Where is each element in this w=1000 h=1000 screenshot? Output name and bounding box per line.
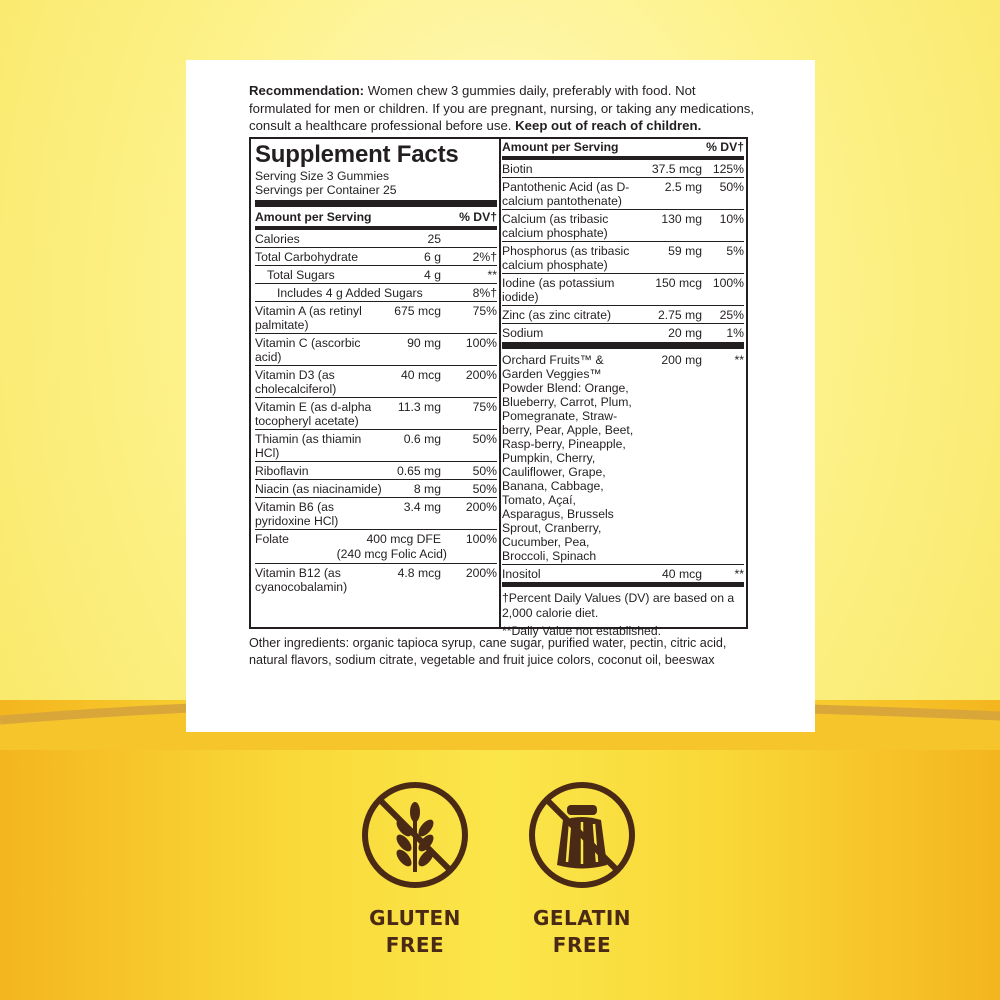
nutrient-name: Calories [255, 232, 300, 246]
blend-row [502, 351, 744, 565]
nutrient-dv: 100% [465, 532, 497, 546]
nutrient-row [255, 334, 497, 366]
nutrient-dv: 75% [472, 304, 497, 318]
nutrient-amount: 130 mg [661, 212, 702, 226]
nutrient-amount: 4.8 mcg [397, 566, 441, 580]
nutrient-amount: 20 mg [668, 326, 702, 340]
nutrient-name: Sodium [502, 326, 544, 340]
nutrient-dv: 50% [719, 180, 744, 194]
nutrient-dv: 200% [465, 500, 497, 514]
nutrient-amount: 0.6 mg [403, 432, 441, 446]
nutrient-amount: 25 [427, 232, 441, 246]
nutrient-dv: 1% [726, 326, 744, 340]
nutrient-dv: 50% [472, 432, 497, 446]
nutrient-row [502, 306, 744, 324]
nutrient-dv: ** [487, 268, 497, 282]
nutrient-name: Iodine (as potassium iodide) [502, 276, 615, 304]
nutrient-row [255, 248, 497, 266]
nutrient-row [502, 324, 744, 342]
nutrient-name: Total Sugars [267, 268, 335, 282]
thick-rule [255, 200, 497, 207]
gelatin-free-label [502, 905, 662, 959]
facts-title: Supplement Facts [255, 141, 459, 168]
nutrient-name: Vitamin B6 (as pyridoxine HCl) [255, 500, 339, 528]
nutrient-name: Biotin [502, 162, 533, 176]
supplement-facts-panel [249, 137, 748, 638]
nutrient-row [502, 210, 744, 242]
nutrient-row [255, 366, 497, 398]
thick-rule [502, 342, 744, 349]
nutrient-amount: 40 mcg [662, 567, 702, 581]
nutrient-amount: 675 mcg [394, 304, 441, 318]
nutrient-amount: 40 mcg [401, 368, 441, 382]
blend-amount: 200 mg [661, 353, 702, 367]
nutrient-row [255, 480, 497, 498]
nutrient-amount: 2.75 mg [657, 308, 702, 322]
nutrient-row [502, 242, 744, 274]
child-warning: Keep out of reach of children. [515, 118, 702, 133]
nutrient-name: Vitamin E (as d-alpha tocopheryl acetate) [255, 400, 372, 428]
nutrient-name: Zinc (as zinc citrate) [502, 308, 612, 322]
nutrient-amount: 11.3 mg [397, 400, 441, 414]
nutrient-name: Folate [255, 532, 289, 546]
facts-footnotes [502, 587, 744, 639]
nutrient-dv: 5% [726, 244, 744, 258]
recommendation-body: Women chew 3 gummies daily, preferably with food. Not formulated for men or children. If you are pregnant, nursing, or taking any medications, consult a healthcare professional before use. [249, 83, 755, 133]
serving-size: Serving Size 3 Gummies [255, 169, 390, 183]
nutrient-row [255, 498, 497, 530]
nutrient-amount: 37.5 mcg [651, 162, 702, 176]
recommendation-label: Recommendation: [249, 83, 365, 98]
nutrient-name: Total Carbohydrate [255, 250, 358, 264]
nutrient-row [255, 530, 497, 564]
nutrient-dv: 75% [472, 400, 497, 414]
nutrient-row [255, 564, 497, 595]
nutrient-amount: 2.5 mg [664, 180, 702, 194]
nutrient-dv: 25% [719, 308, 744, 322]
nutrient-amount: 90 mg [407, 336, 441, 350]
nutrient-row [255, 266, 497, 284]
badge-line2: FREE [385, 933, 445, 957]
nutrient-row [255, 284, 497, 302]
nutrient-dv: 125% [712, 162, 744, 176]
blend-dv: ** [734, 353, 744, 367]
nutrient-row [255, 462, 497, 480]
nutrient-name: Niacin (as niacinamide) [255, 482, 382, 496]
nutrient-dv: 200% [465, 566, 497, 580]
nutrient-dv: 200% [465, 368, 497, 382]
nutrient-amount: 59 mg [668, 244, 702, 258]
nutrient-dv: 100% [712, 276, 744, 290]
nutrient-dv: ** [734, 567, 744, 581]
folic-acid-note: (240 mcg Folic Acid) [336, 547, 447, 561]
nutrient-amount: 0.65 mg [396, 464, 441, 478]
nutrient-dv: 8%† [472, 286, 497, 300]
badge-line1: GELATIN [532, 906, 632, 930]
nutrient-name: Thiamin (as thiamin HCl) [255, 432, 362, 460]
dv-footnote: †Percent Daily Values (DV) are based on a 2,000 calorie diet. [502, 591, 735, 620]
nutrient-name: Riboflavin [255, 464, 309, 478]
amount-header: Amount per Serving [502, 140, 619, 154]
nutrient-dv: 10% [719, 212, 744, 226]
nutrient-name: Phosphorus (as tribasic calcium phosphate) [502, 244, 630, 272]
nutrient-name: Vitamin A (as retinyl palmitate) [255, 304, 362, 332]
nutrient-row [502, 274, 744, 306]
nutrient-row [502, 160, 744, 178]
nutrient-name: Vitamin C (ascorbic acid) [255, 336, 361, 364]
other-ingredients: Other ingredients: organic tapioca syrup, cane sugar, purified water, pectin, citric acid, natural flavors, sodium citrate, vegetable and fruit juice colors, coconut oil, beeswax [249, 636, 727, 667]
nutrient-row [255, 430, 497, 462]
nutrient-amount: 3.4 mg [403, 500, 441, 514]
nutrient-name: Includes 4 g Added Sugars [277, 286, 423, 300]
nutrient-dv: 100% [465, 336, 497, 350]
inositol-row [502, 565, 744, 587]
nutrient-dv: 50% [472, 464, 497, 478]
servings-per-container: Servings per Container 25 [255, 183, 397, 197]
dv-header: % DV† [706, 140, 744, 154]
nutrient-name: Vitamin D3 (as cholecalciferol) [255, 368, 337, 396]
nutrient-amount: 4 g [424, 268, 441, 282]
column-divider [499, 139, 501, 627]
nutrient-row [255, 398, 497, 430]
nutrient-name: Calcium (as tribasic calcium phosphate) [502, 212, 609, 240]
nutrient-amount: 8 mg [413, 482, 441, 496]
no-wheat-icon [360, 780, 470, 890]
amount-header-row-right [502, 139, 744, 156]
nutrient-row [255, 230, 497, 248]
facts-left-column [255, 139, 497, 627]
nutrient-name: Inositol [502, 567, 541, 581]
nutrient-amount: 6 g [424, 250, 441, 264]
blend-name: Orchard Fruits™ & Garden Veggies™ Powder Blend: Orange, Blueberry, Carrot, Plum, Pomegranate, Straw-berry, Pear, Apple, Beet, Rasp-berry, Pineapple, Pumpkin, Cherry, Cauliflower, Grape, Banana, Cabbage, Tomato, Açaí, Asparagus, Brussels Sprout, Cranberry, Cucumber, Pea, Broccoli, Spinach [502, 353, 634, 563]
nutrient-amount: 150 mcg [655, 276, 702, 290]
amount-header-row [255, 209, 497, 226]
badge-line2: FREE [552, 933, 612, 957]
nutrient-name: Pantothenic Acid (as D-calcium pantothenate) [502, 180, 630, 208]
dv-header: % DV† [459, 210, 497, 224]
nutrient-row [255, 302, 497, 334]
nutrient-name: Vitamin B12 (as cyanocobalamin) [255, 566, 348, 594]
not-established-footnote: **Daily Value not established. [502, 624, 661, 638]
nutrient-dv: 2%† [472, 250, 497, 264]
nutrient-amount: 400 mcg DFE [366, 532, 441, 546]
badge-line1: GLUTEN [369, 906, 461, 930]
recommendation-text [249, 82, 759, 135]
nutrient-dv: 50% [472, 482, 497, 496]
amount-header: Amount per Serving [255, 210, 372, 224]
facts-right-column [502, 139, 744, 638]
gluten-free-label [335, 905, 495, 959]
nutrient-row [502, 178, 744, 210]
no-gelatin-icon [527, 780, 637, 890]
